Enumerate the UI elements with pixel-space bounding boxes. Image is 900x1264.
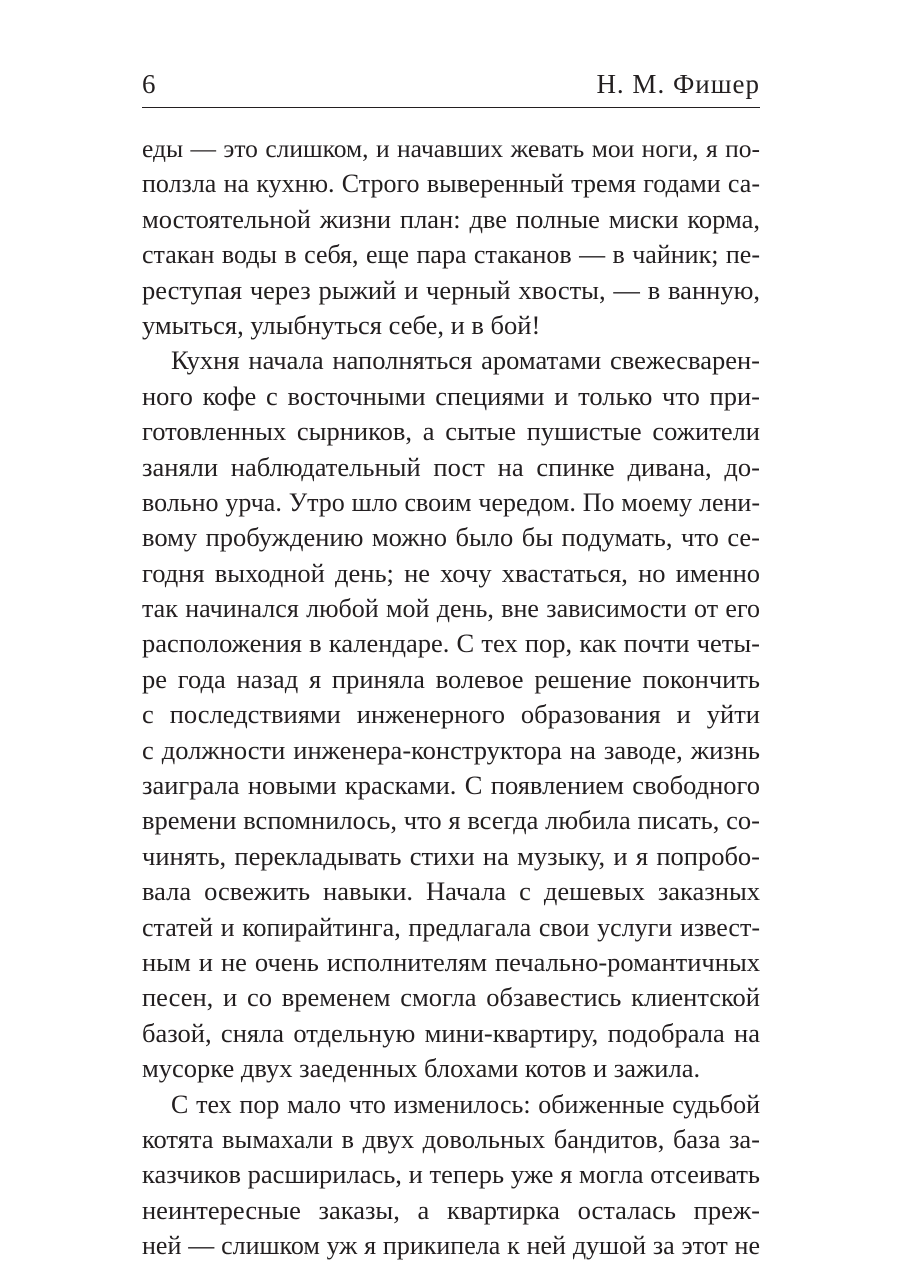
text-line: расположения в календаре. С тех пор, как почти четы- [142, 628, 760, 659]
text-line: ре года назад я приняла волевое решение покончить [142, 663, 760, 694]
running-title-author: Н. М. Фишер [596, 69, 760, 99]
text-line: песен, и со временем смогла обзавестись клиентской [142, 982, 760, 1013]
body-text [142, 131, 760, 1264]
text-line: времени вспомнилось, что я всегда любила писать, со- [142, 805, 760, 836]
text-line: казчиков расширилась, и теперь уже я могла отсеивать [142, 1159, 760, 1190]
text-line: умыться, улыбнуться себе, и в бой! [142, 309, 541, 340]
paragraph [142, 131, 760, 343]
text-line: стакан воды в себя, еще пара стаканов — в чайник; пе- [142, 240, 760, 270]
running-head [142, 64, 760, 104]
text-line: вому пробуждению можно было бы подумать, что се- [142, 522, 760, 553]
paragraph [142, 1087, 760, 1264]
text-line: вольно урча. Утро шло своим чередом. По моему лени- [142, 487, 760, 517]
text-line: мусорке двух заеденных блохами котов и зажила. [142, 1053, 701, 1084]
text-line: годня выходной день; не хочу хвастаться, но именно [142, 557, 760, 588]
text-line: готовленных сырников, а сытые пушистые сожители [142, 416, 760, 447]
text-line: заиграла новыми красками. С появлением свободного [142, 770, 760, 801]
text-line: котята вымахали в двух довольных бандитов, база за- [142, 1123, 760, 1154]
text-line: ползла на кухню. Строго выверенный тремя годами са- [142, 169, 760, 199]
text-line: с должности инженера-конструктора на заводе, жизнь [142, 734, 760, 765]
text-line: мостоятельной жизни план: две полные миски корма, [142, 203, 760, 234]
text-line: базой, сняла отдельную мини-квартиру, подобрала на [142, 1017, 760, 1048]
text-line: ней — слишком уж я прикипела к ней душой за этот не [142, 1231, 760, 1261]
text-line: ным и не очень исполнителям печально-романтичных [142, 946, 760, 977]
text-line: так начинался любой мой день, вне зависимости от его [142, 594, 760, 624]
page-number: 6 [142, 69, 156, 99]
paragraph [142, 343, 760, 1086]
text-line: вала освежить навыки. Начала с дешевых заказных [142, 876, 760, 907]
text-line: реступая через рыжий и черный хвосты, — в ванную, [142, 274, 760, 305]
text-line: статей и копирайтинга, предлагала свои услуги извест- [142, 912, 760, 942]
header-rule [142, 107, 760, 108]
text-line: неинтересные заказы, а квартирка осталась преж- [142, 1194, 760, 1225]
text-line: Кухня начала наполняться ароматами свежесварен- [171, 345, 760, 376]
text-line: С тех пор мало что изменилось: обиженные судьбой [171, 1089, 760, 1119]
text-line: ного кофе с восточными специями и только что при- [142, 380, 760, 411]
text-line: заняли наблюдательный пост на спинке дивана, до- [142, 451, 760, 482]
text-line: с последствиями инженерного образования и уйти [142, 699, 760, 730]
text-line: чинять, перекладывать стихи на музыку, и я попробо- [142, 840, 760, 871]
text-line: еды — это слишком, и начавших жевать мои ноги, я по- [142, 134, 760, 163]
